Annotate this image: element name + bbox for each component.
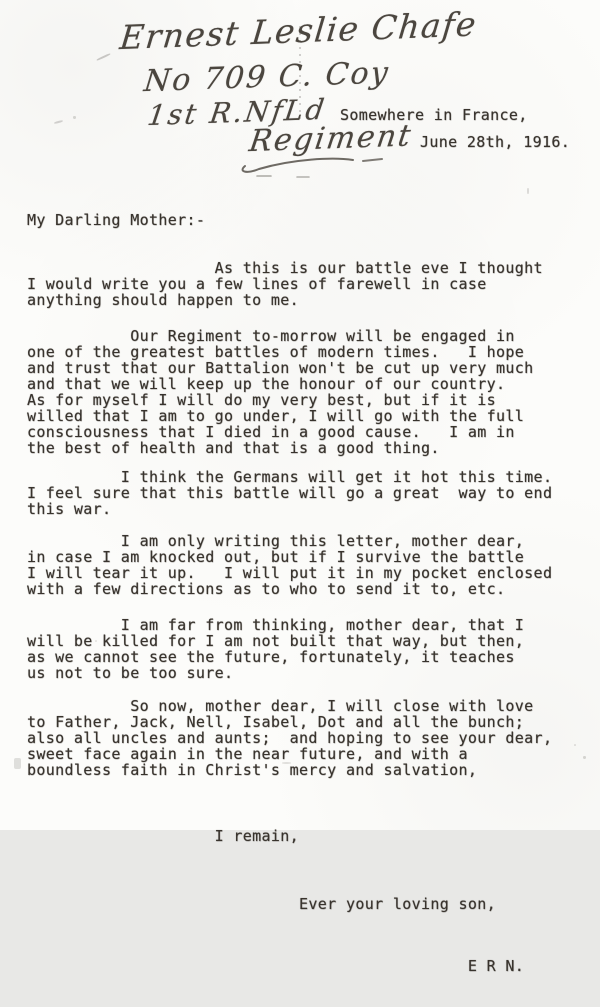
letter-paragraph: [27, 617, 552, 681]
letter-line: willed that I am to go under, I will go with the full: [27, 407, 525, 425]
scan-speck: [73, 116, 76, 119]
handwritten-name: Ernest Leslie Chafe: [118, 4, 480, 58]
letter-paragraph: [27, 698, 552, 778]
scan-speck: [54, 120, 63, 124]
typed-date: June 28th, 1916.: [420, 133, 571, 151]
letter-paragraph: [27, 260, 552, 308]
letter-paragraphs: [27, 260, 552, 778]
letter-line: sweet face again in the near future, and with a: [27, 745, 468, 763]
letter-line: this war.: [27, 500, 112, 518]
letter-line: one of the greatest battles of modern times. I hope: [27, 343, 525, 361]
handwritten-unit-number: No 709 C. Coy: [142, 55, 392, 100]
letter-line: as we cannot see the future, fortunately, it teaches: [27, 648, 515, 666]
typed-location: Somewhere in France,: [340, 106, 528, 124]
letter-paragraph: [27, 533, 552, 597]
letter-line: in case I am knocked out, but if I survive the battle: [27, 548, 525, 566]
letter-line: anything should happen to me.: [27, 291, 300, 309]
salutation: My Darling Mother:-: [27, 211, 206, 229]
handwritten-underline-flourish: [235, 153, 395, 179]
letter-line: also all uncles and aunts; and hoping to see your dear,: [27, 729, 553, 747]
handwritten-regiment-word: Regiment: [247, 118, 415, 160]
closing-remain: I remain,: [27, 827, 300, 845]
signature-initials: E R N.: [27, 957, 525, 975]
letter-line: to Father, Jack, Nell, Isabel, Dot and all the bunch;: [27, 713, 525, 731]
letter-line: I will tear it up. I will put it in my pocket enclosed: [27, 564, 553, 582]
letter-line: will be killed for I am not built that way, but then,: [27, 632, 525, 650]
letter-line: I am only writing this letter, mother dear,: [27, 532, 525, 550]
letter-body: [27, 180, 552, 1006]
letter-line: and trust that our Battalion won't be cut up very much: [27, 359, 534, 377]
letter-line: I am far from thinking, mother dear, that I: [27, 616, 525, 634]
letter-paragraph: [27, 469, 552, 517]
letter-paragraph: [27, 328, 552, 456]
letter-line: consciousness that I died in a good cause. I am in: [27, 423, 515, 441]
letter-line: I think the Germans will get it hot this time.: [27, 468, 553, 486]
letter-line: Our Regiment to-morrow will be engaged in: [27, 327, 515, 345]
letter-line: boundless faith in Christ's mercy and salvation,: [27, 761, 478, 779]
scan-speck: [574, 744, 576, 746]
letter-line: with a few directions as to who to send it to, etc.: [27, 580, 506, 598]
letter-line: I would write you a few lines of farewell in case: [27, 275, 487, 293]
letter-line: us not to be too sure.: [27, 664, 234, 682]
handwritten-unit: 1st R.NfLd: [145, 92, 329, 133]
letter-line: So now, mother dear, I will close with love: [27, 697, 534, 715]
closing-valediction: Ever your loving son,: [27, 895, 497, 913]
letter-line: As this is our battle eve I thought: [27, 259, 543, 277]
scan-speck: [96, 53, 110, 61]
letter-line: I feel sure that this battle will go a great way to end: [27, 484, 553, 502]
letter-line: As for myself I will do my very best, but if it is: [27, 391, 497, 409]
letter-line: the best of health and that is a good thing.: [27, 439, 440, 457]
letter-line: and that we will keep up the honour of our country.: [27, 375, 506, 393]
scan-speck: [583, 756, 586, 759]
scan-speck: [14, 758, 21, 769]
